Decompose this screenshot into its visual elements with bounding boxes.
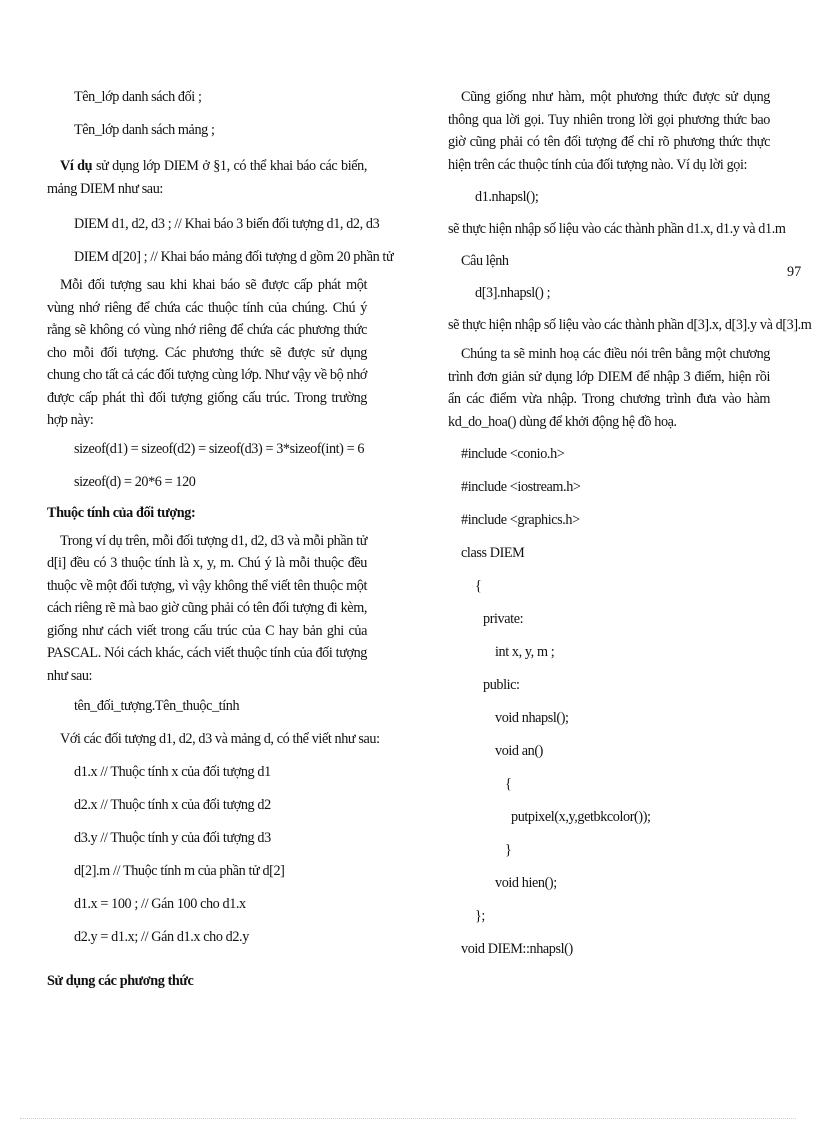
code-line: int x, y, m ; — [495, 644, 555, 660]
code-line: void hien(); — [495, 875, 557, 891]
call-1-description: sẽ thực hiện nhập số liệu vào các thành phần d1.x, d1.y và d1.m — [448, 221, 786, 237]
example-line: d2.x // Thuộc tính x của đối tượng d2 — [74, 797, 271, 813]
code-listing — [448, 443, 770, 960]
code-line: #include <iostream.h> — [461, 479, 581, 495]
example-paragraph — [47, 155, 367, 200]
declaration-syntax-1: Tên_lớp danh sách đối ; — [74, 89, 202, 105]
methods-heading: Sử dụng các phương thức — [47, 973, 194, 989]
sizeof-line-2: sizeof(d) = 20*6 = 120 — [74, 473, 196, 490]
statement-label: Câu lệnh — [461, 253, 509, 269]
example-line: d2.y = d1.x; // Gán d1.x cho d2.y — [74, 929, 249, 945]
code-declare-objects: DIEM d1, d2, d3 ; // Khai báo 3 biến đối tượng d1, d2, d3 — [74, 216, 380, 232]
page-bottom-border — [20, 1118, 796, 1119]
code-line: #include <conio.h> — [461, 446, 565, 462]
code-call-1: d1.nhapsl(); — [475, 189, 539, 205]
code-line: putpixel(x,y,getbkcolor()); — [511, 809, 651, 825]
code-line: }; — [475, 908, 485, 924]
code-line: private: — [483, 611, 524, 627]
example-line: d[2].m // Thuộc tính m của phần tử d[2] — [74, 863, 285, 879]
example-line: d1.x = 100 ; // Gán 100 cho d1.x — [74, 896, 246, 912]
declaration-syntax-2: Tên_lớp danh sách mảng ; — [74, 122, 215, 138]
code-line: void DIEM::nhapsl() — [461, 941, 573, 957]
examples-intro: Với các đối tượng d1, d2, d3 và mảng d, có thể viết như sau: — [60, 731, 380, 747]
example-line: d1.x // Thuộc tính x của đối tượng d1 — [74, 764, 271, 780]
left-column — [47, 86, 394, 992]
code-declare-array: DIEM d[20] ; // Khai báo mảng đối tượng d gồm 20 phần tử — [74, 249, 394, 265]
methods-paragraph: Cũng giống như hàm, một phương thức được sử dụng thông qua lời gọi. Tuy nhiên trong lời gọi phương thức bao giờ cũng phải có tên đối tượng để chỉ rõ phương thức thực hiện trên các thuộc tính của đối tượng nào. Ví dụ lời gọi: — [448, 89, 770, 173]
program-paragraph: Chúng ta sẽ minh hoạ các điều nói trên bằng một chương trình đơn giản sử dụng lớp DIEM để nhập 3 điểm, hiện rồi ẩn các điểm vừa nhập. Trong chương trình đưa vào hàm kd_do_hoa() dùng để khởi động hệ đồ hoạ. — [448, 346, 770, 430]
code-call-2: d[3].nhapsl() ; — [475, 285, 551, 301]
attributes-paragraph: Trong ví dụ trên, mỗi đối tượng d1, d2, d3 và mỗi phần tử d[i] đều có 3 thuộc tính là x, y, m. Chú ý là mỗi thuộc đều thuộc về một đối tượng, vì vậy không thể viết tên thuộc một cách riêng rẽ mà bao giờ cũng phải có tên đối tượng đi kèm, giống như cách viết trong cấu trúc của C hay bản ghi của PASCAL. Nói cách khác, cách viết thuộc tính của đối tượng như sau: — [47, 532, 367, 684]
example-text: sử dụng lớp DIEM ở §1, có thể khai báo các biến, mảng DIEM như sau: — [47, 158, 368, 197]
call-2-description: sẽ thực hiện nhập số liệu vào các thành phần d[3].x, d[3].y và d[3].m — [448, 317, 812, 333]
code-line: } — [505, 842, 512, 858]
example-label: Ví dụ — [60, 158, 93, 174]
attribute-syntax: tên_đối_tượng.Tên_thuộc_tính — [74, 698, 240, 714]
code-line: { — [505, 776, 512, 792]
code-line: public: — [483, 677, 520, 693]
memory-paragraph: Mỗi đối tượng sau khi khai báo sẽ được cấp phát một vùng nhớ riêng để chứa các thuộc tính của chúng. Chú ý rằng sẽ không có vùng nhớ riêng để chứa các phương thức cho mỗi đối tượng. Các phương thức sẽ được sử dụng chung cho tất cả các đối tượng cùng lớp. Như vậy về bộ nhớ được cấp phát thì đối tượng giống cấu trúc. Trong trường hợp này: — [47, 277, 367, 428]
examples-list — [47, 761, 367, 948]
page-number: 97 — [787, 264, 802, 280]
code-line: void an() — [495, 743, 544, 759]
code-line: class DIEM — [461, 545, 525, 561]
code-line: { — [475, 578, 482, 594]
code-line: #include <graphics.h> — [461, 512, 580, 528]
example-line: d3.y // Thuộc tính y của đối tượng d3 — [74, 830, 271, 846]
attributes-heading: Thuộc tính của đối tượng: — [47, 504, 196, 521]
sizeof-line-1: sizeof(d1) = sizeof(d2) = sizeof(d3) = 3*sizeof(int) = 6 — [74, 440, 365, 457]
code-line: void nhapsl(); — [495, 710, 569, 726]
